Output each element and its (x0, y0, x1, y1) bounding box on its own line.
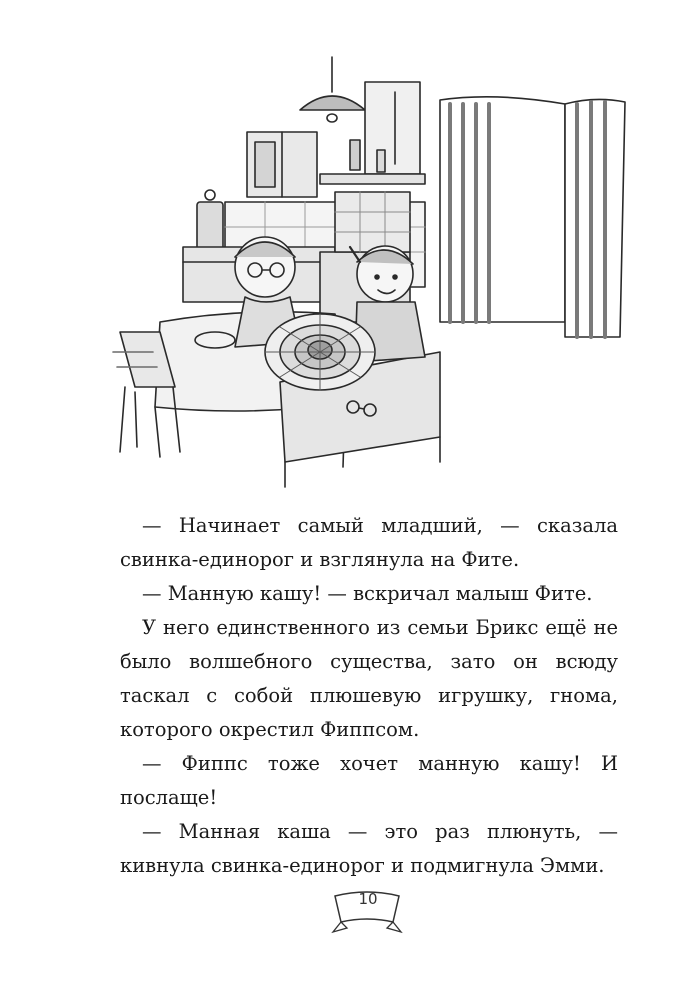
kitchen-illustration (95, 52, 640, 492)
page-number: 10 (358, 890, 378, 908)
paragraph-2: — Манную кашу! — вскричал малыш Фите. (142, 582, 593, 605)
paragraph-1: — Начинает самый младший, — сказала свинка-единорог и взглянула на Фите. (120, 514, 618, 571)
paragraph-4: — Фиппс тоже хочет манную кашу! И послаще! (120, 752, 618, 809)
paragraph-5: — Манная каша — это раз плюнуть, — кивнула свинка-единорог и подмигнула Эмми. (120, 820, 618, 877)
paragraph-3: У него единственного из семьи Брикс ещё не было волшебного существа, зато он всюду таскал с собой плюшевую игрушку, гнома, которого окрестил Фиппсом. (120, 616, 618, 741)
story-text (120, 509, 618, 883)
